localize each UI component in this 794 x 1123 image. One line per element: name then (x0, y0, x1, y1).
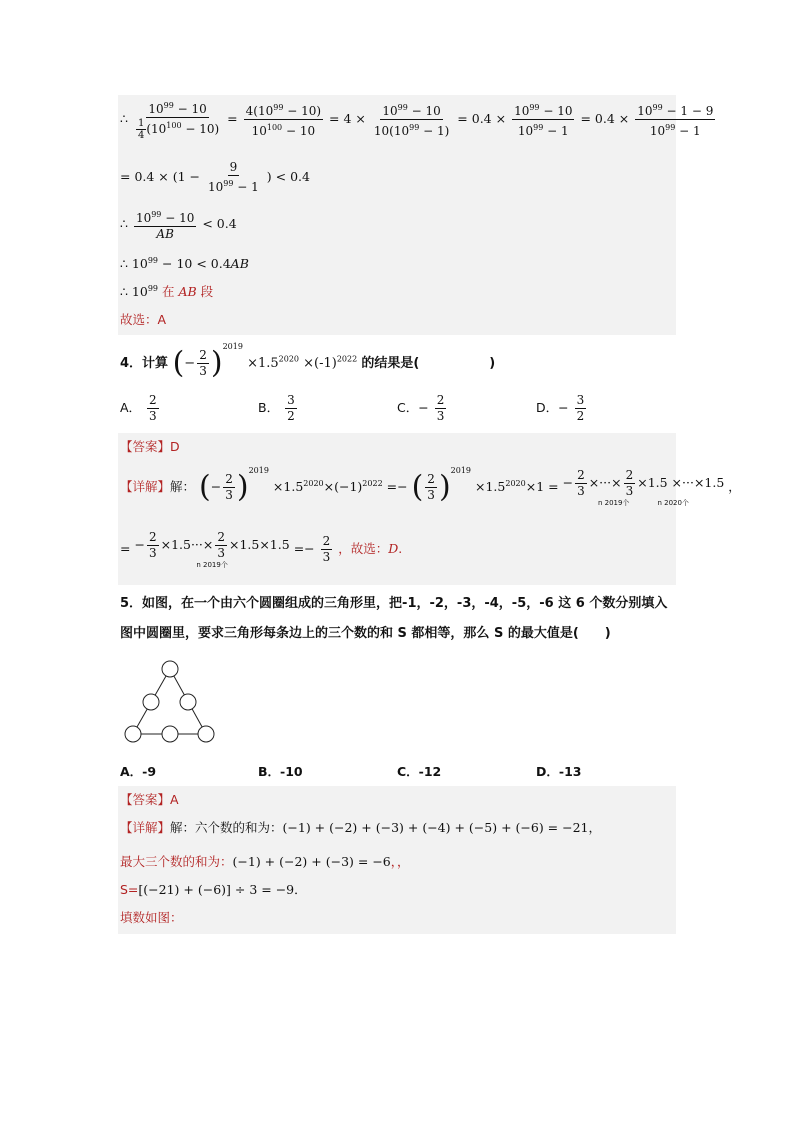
q5-detail-line2: 最大三个数的和为：(−1) + (−2) + (−3) = −6，， (120, 854, 410, 869)
fraction: $\frac{10^{99} - 1 - 9}{10^{99} - 1}$ (635, 100, 715, 139)
q4-option-d[interactable]: D．− $\frac{3}{2}$ (536, 393, 585, 423)
solution3-choice: 故选：A (120, 312, 167, 327)
fraction: $\frac{4(10^{99} - 10)}{10^{100} - 10}$ (244, 100, 323, 139)
q5-option-d[interactable]: D．-13 (536, 764, 582, 779)
q5-option-b[interactable]: B．-10 (258, 764, 303, 779)
solution3-line2: = 0.4 × (1 − $\frac{9}{10^{99} - 1}$ ) < 0.4 (120, 160, 310, 194)
solution3-line5: ∴ $10^{99}$ 在 AB 段 (120, 283, 214, 299)
fraction: $\frac{10^{99} - 10}{10^{99} - 1}$ (512, 100, 574, 139)
question-5-line2: 图中圆圈里，要求三角形每条边上的三个数的和 S 都相等，那么 S 的最大值是( ) (120, 626, 611, 641)
question-5-line1: 5．如图，在一个由六个圆圈组成的三角形里，把-1，-2，-3，-4，-5，-6 这 6 个数分别填入 (120, 596, 668, 611)
q5-option-a[interactable]: A．-9 (120, 764, 157, 779)
circle-top (162, 661, 178, 677)
triangle-circles-figure (118, 652, 228, 752)
circle-bottom-left (125, 726, 141, 742)
q5-answer: 【答案】A (120, 792, 179, 807)
q4-detail-line2: = − $\frac{2}{3}$ ×1.5···× $\frac{2}{3}$ ×1.5×1.5 n 2019个 =− $\frac{2}{3}$ ，故选：D. (120, 530, 403, 569)
q5-detail-line3: S=[(−21) + (−6)] ÷ 3 = −9． (120, 882, 307, 897)
solution3-line1: ∴ $10^{99} - 10$ $\frac{1}{4}$ $(10^{100} - 10)$ = $\frac{4(10^{99} - 10)}{10^{100} - 10}$ = 4 × $\frac{10^{99} - 10}{10(10^{99} - 1)}$ = 0.4 × $\frac{10^{99} - 10}{10^{99} - 1}$ = 0.4 × $\frac{10^{99} - 1 - 9}{10^{99} - 1}$ (120, 98, 717, 141)
question-4: 4．计算 (− $\frac{2}{3}$ )$^{2019} \times 1.5^{2020} \times(-1)^{2022}$ 的结果是( ) (120, 342, 496, 381)
fraction: $\frac{9}{10^{99} - 1}$ (208, 160, 259, 194)
q4-option-c[interactable]: C．− $\frac{2}{3}$ (397, 393, 445, 423)
q4-answer: 【答案】D (120, 439, 180, 454)
q5-option-c[interactable]: C．-12 (397, 764, 442, 779)
solution3-line4: ∴ $10^{99} - 10 < 0.4AB$ (120, 256, 249, 272)
fraction: $10^{99} - 10$ $\frac{1}{4}$ $(10^{100} - 10)$ (134, 98, 221, 141)
q5-detail-line4: 填数如图： (120, 910, 183, 925)
circle-bottom-right (198, 726, 214, 742)
fraction: $\frac{10^{99} - 10}{10(10^{99} - 1)}$ (372, 100, 451, 139)
circle-right-mid (180, 694, 196, 710)
circle-left-mid (143, 694, 159, 710)
q4-detail-line1: 【详解】解： (− $\frac{2}{3}$ )$^{2019} \times 1.5^{2020}\times(-1)^{2022}$ =− ( $\frac{2}{3}$ )$^{2019} \times 1.5^{2020}\times 1$ = − $\frac{2}{3}$ ×···× $\frac{2}{3}$ ×1.5 ×···×1.5 n 2019个 n 2020个 ， (120, 466, 741, 507)
q5-detail-line1: 【详解】解：六个数的和为：(−1) + (−2) + (−3) + (−4) + (−5) + (−6) = −21， (120, 820, 602, 835)
fraction: $\frac{10^{99} - 10}{AB}$ (134, 207, 196, 242)
q4-option-b[interactable]: B． $\frac{3}{2}$ (258, 393, 295, 423)
q4-option-a[interactable]: A． $\frac{2}{3}$ (120, 393, 157, 423)
circle-bottom-mid (162, 726, 178, 742)
solution3-line3: ∴ $\frac{10^{99} - 10}{AB}$ < 0.4 (120, 207, 237, 242)
